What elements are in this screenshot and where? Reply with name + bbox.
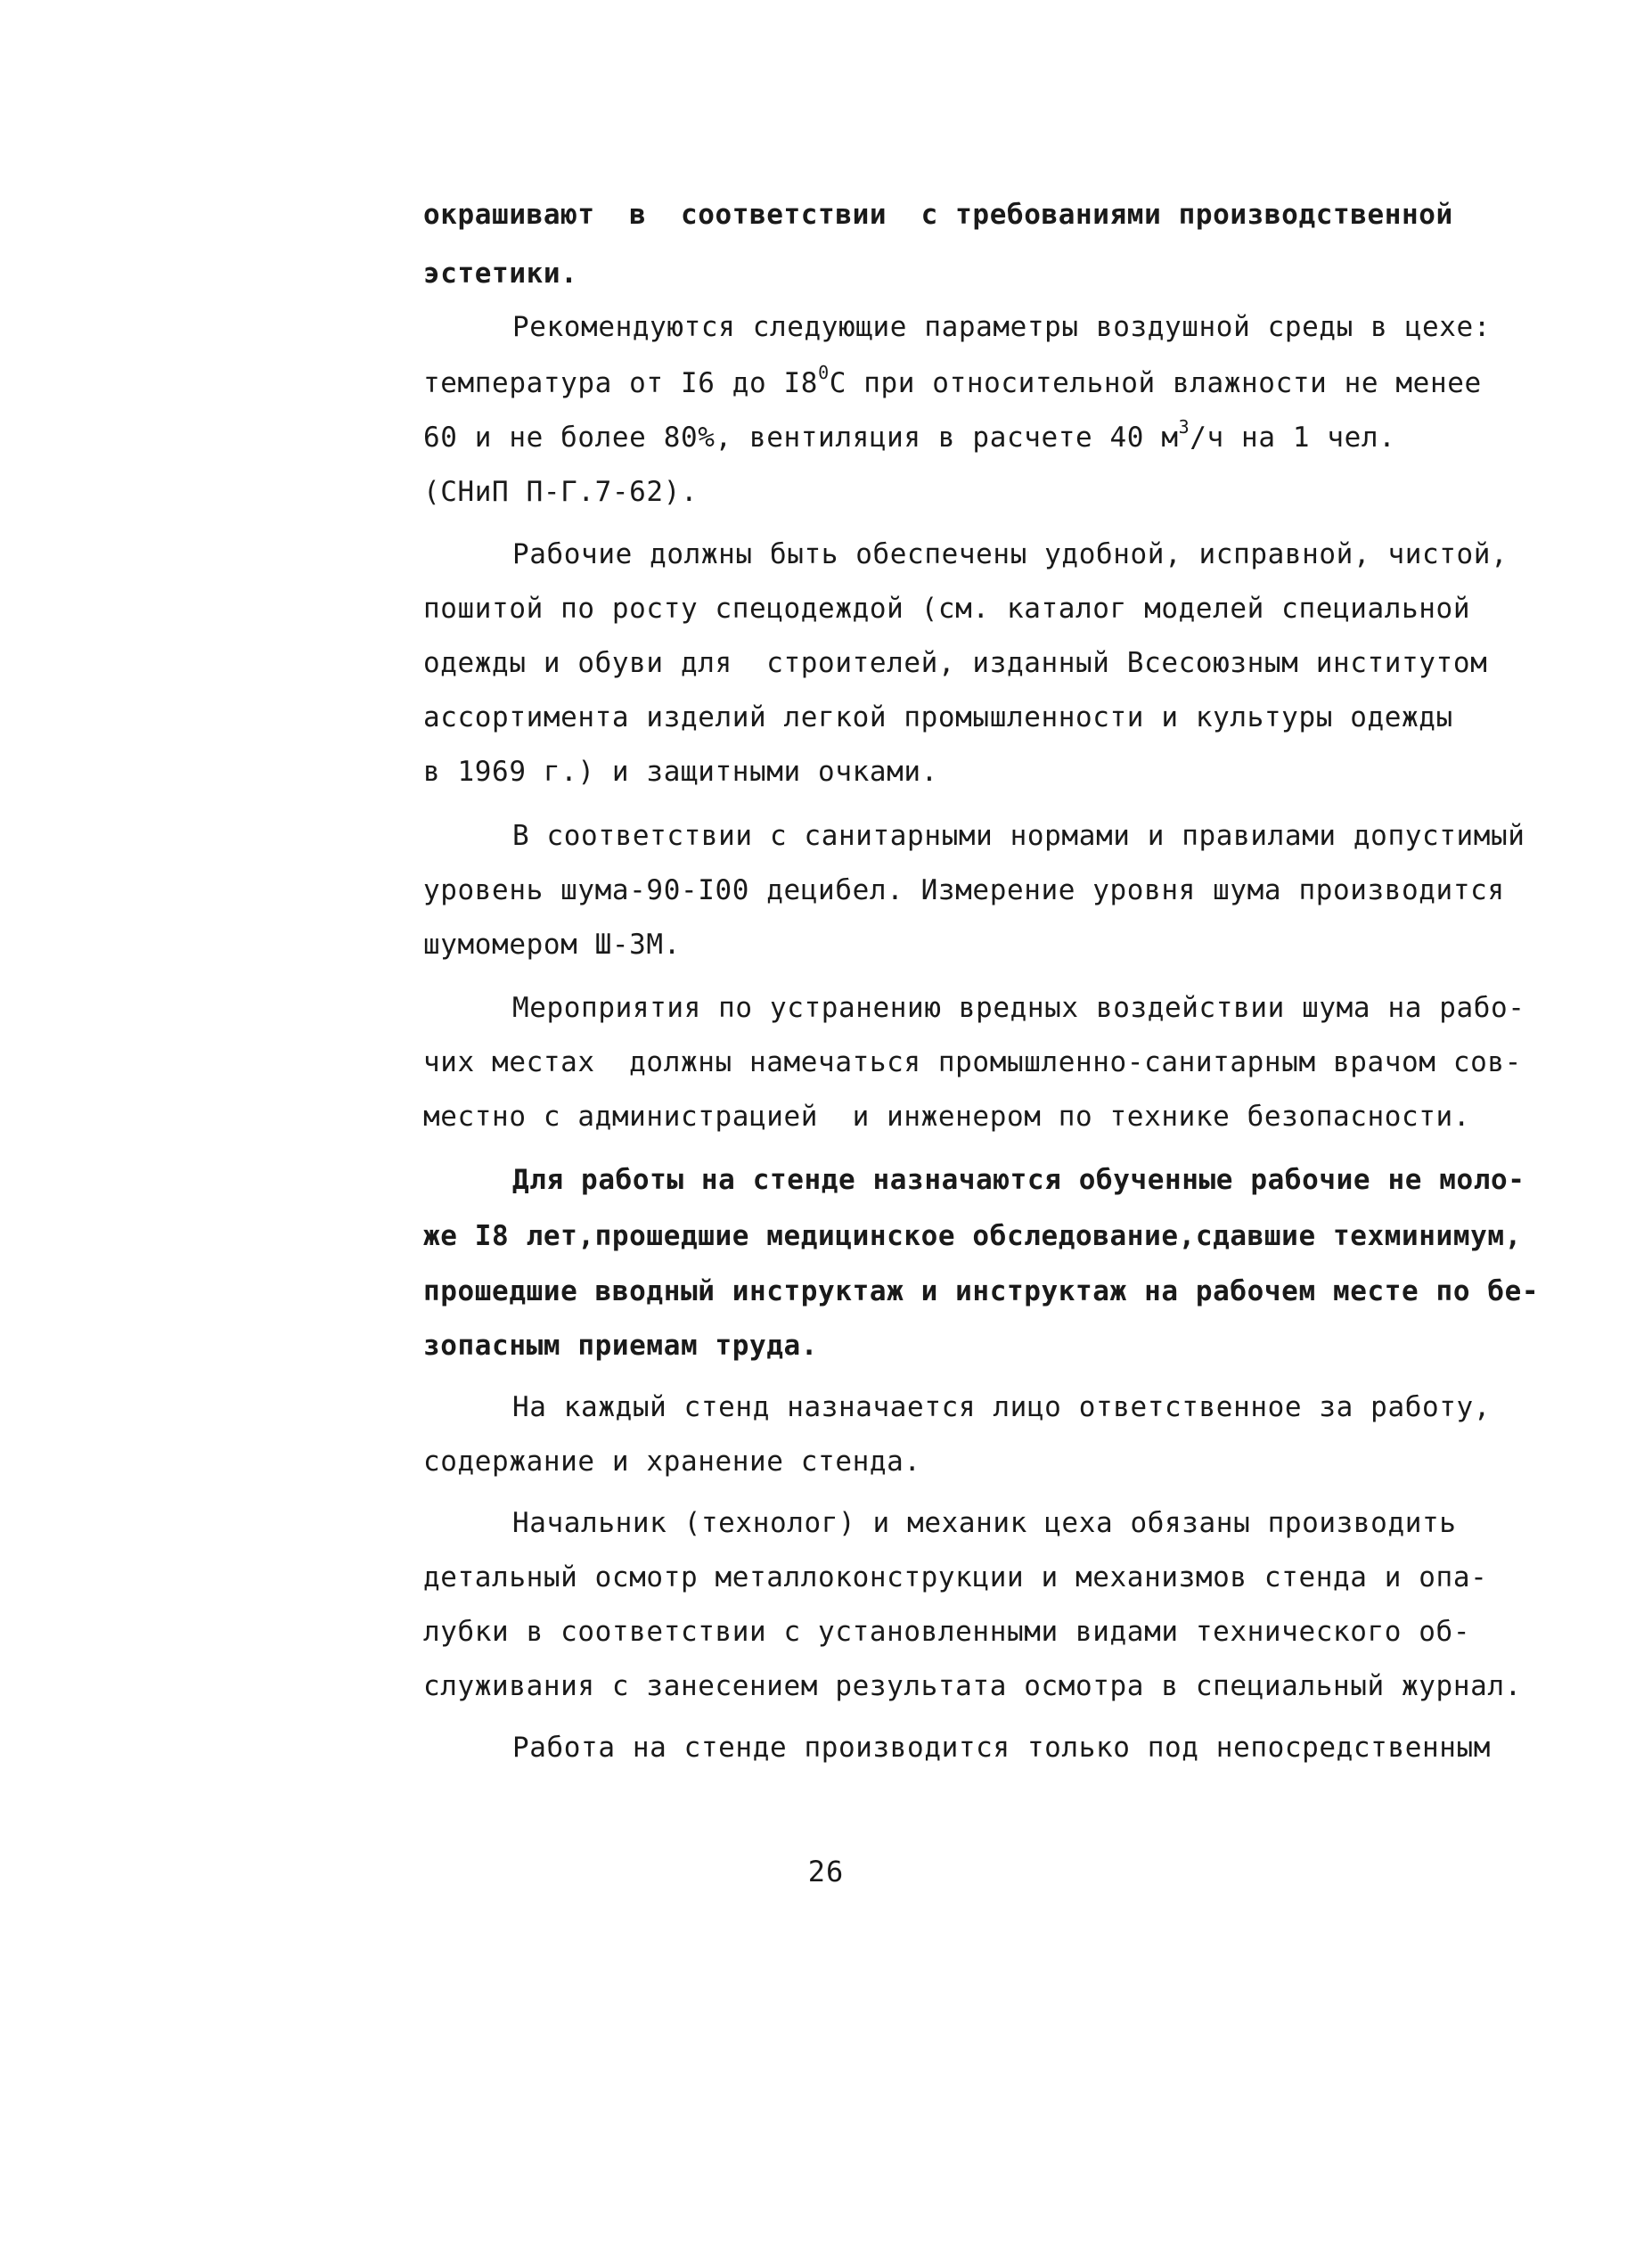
text-line [423,411,1395,464]
text-line [423,356,1482,410]
text-line: детальный осмотр металлоконструкции и механизмов стенда и опа- [423,1561,1488,1593]
text-line: Для работы на стенде назначаются обученные рабочие не моло- [512,1164,1525,1196]
text-line: Начальник (технолог) и механик цеха обязаны производить [512,1507,1457,1539]
text-line: Рекомендуются следующие параметры воздушной среды в цехе: [512,311,1492,343]
text-line: Рабочие должны быть обеспечены удобной, исправной, чистой, [512,538,1509,570]
line-text: /ч на 1 чел. [1190,422,1396,454]
text-line: На каждый стенд назначается лицо ответственное за работу, [512,1391,1492,1423]
text-line: прошедшие вводный инструктаж и инструктаж на рабочем месте по бе- [423,1275,1540,1307]
page-number: 26 [807,1855,845,1888]
text-line: уровень шума-90-I00 децибел. Измерение уровня шума производится [423,874,1505,906]
line-text: температура от I6 до I8 [423,367,819,399]
text-line: лубки в соответствии с установленными видами технического об- [423,1616,1471,1648]
text-line: же I8 лет,прошедшие медицинское обследование,сдавшие техминимум, [423,1220,1522,1252]
line-text: 60 и не более 80%, вентиляция в расчете 40 м [423,422,1179,454]
text-line: местно с администрацией и инженером по технике безопасности. [423,1101,1471,1133]
degree-superscript: 0 [818,361,830,383]
text-line: Мероприятия по устранению вредных воздействии шума на рабо- [512,992,1525,1024]
text-line: зопасным приемам труда. [423,1330,819,1362]
text-line: шумомером Ш-3М. [423,929,681,961]
text-line: в 1969 г.) и защитными очками. [423,756,938,788]
text-line: служивания с занесением результата осмотра в специальный журнал. [423,1670,1522,1702]
text-line: эстетики. [423,258,578,290]
text-line: чих местах должны намечаться промышленно-санитарным врачом сов- [423,1046,1522,1078]
text-line: (СНиП П-Г.7-62). [423,476,699,508]
text-line: Работа на стенде производится только под непосредственным [512,1732,1492,1764]
text-line: содержание и хранение стенда. [423,1446,921,1478]
line-text: С при относительной влажности не менее [829,367,1482,399]
text-line: ассортимента изделий легкой промышленности и культуры одежды [423,701,1453,733]
text-line: пошитой по росту спецодеждой (см. каталог моделей специальной [423,593,1471,625]
text-line: В соответствии с санитарными нормами и правилами допустимый [512,820,1525,852]
text-line: одежды и обуви для строителей, изданный Всесоюзным институтом [423,647,1488,679]
text-line: окрашивают в соответствии с требованиями производственной [423,199,1453,231]
cubic-superscript: 3 [1178,415,1190,438]
